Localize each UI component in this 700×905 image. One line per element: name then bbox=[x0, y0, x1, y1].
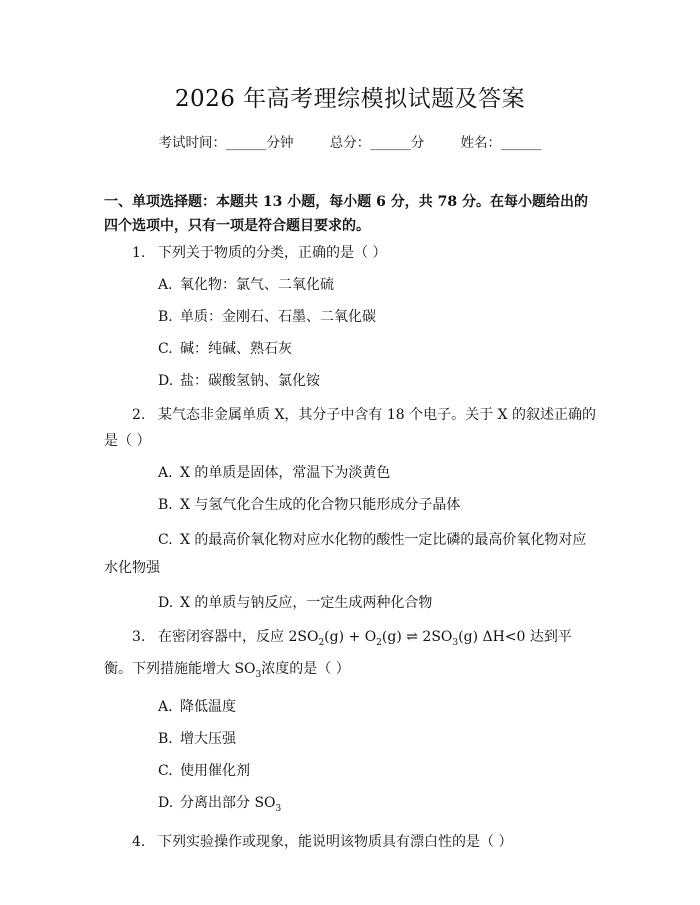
option-text: 使用催化剂 bbox=[180, 762, 250, 779]
option-text: 增大压强 bbox=[180, 730, 236, 747]
question-list bbox=[104, 240, 596, 863]
option-letter: B. bbox=[158, 497, 173, 513]
question-text: 某气态非金属单质 X，其分子中含有 18 个电子。关于 X 的叙述正确的是（ ） bbox=[104, 407, 596, 449]
question-text-part: (g) ⇌ 2SO bbox=[381, 629, 453, 645]
option-letter: B. bbox=[158, 730, 173, 747]
option-letter: D. bbox=[158, 373, 174, 389]
option-text: X 的单质是固体，常温下为淡黄色 bbox=[180, 465, 391, 481]
option-1c bbox=[104, 338, 596, 360]
subscript: 3 bbox=[255, 669, 262, 680]
question-text-part: 浓度的是（ ） bbox=[261, 660, 350, 677]
option-text: X 与氢气化合生成的化合物只能形成分子晶体 bbox=[180, 497, 461, 513]
option-text: 降低温度 bbox=[180, 698, 236, 715]
option-3a bbox=[104, 696, 596, 718]
option-letter: D. bbox=[158, 595, 174, 611]
subscript: 2 bbox=[376, 637, 382, 648]
option-text: X 的单质与钠反应，一定生成两种化合物 bbox=[180, 595, 433, 611]
exam-time: 考试时间：______分钟 bbox=[158, 135, 294, 151]
option-letter: D. bbox=[158, 794, 174, 811]
question-number: 2. bbox=[132, 407, 146, 423]
question-text: 下列实验操作或现象，能说明该物质具有漂白性的是（ ） bbox=[158, 834, 513, 851]
question-text-part: (g) ΔH<0 达到平衡。下列措施能增大 SO bbox=[104, 629, 572, 677]
option-1b bbox=[104, 306, 596, 328]
question-number: 1. bbox=[132, 245, 146, 261]
page-title: 2026 年高考理综模拟试题及答案 bbox=[174, 86, 526, 112]
option-text: 碱：纯碱、熟石灰 bbox=[180, 341, 292, 357]
option-letter: A. bbox=[158, 698, 173, 715]
question-text-part: 在密闭容器中，反应 2SO bbox=[158, 629, 319, 645]
student-name: 姓名：______ bbox=[460, 135, 542, 151]
option-letter: C. bbox=[158, 532, 173, 548]
option-text: 氧化物：氯气、二氧化硫 bbox=[180, 277, 334, 293]
option-1a bbox=[104, 274, 596, 296]
option-1d bbox=[104, 370, 596, 392]
option-letter: C. bbox=[158, 762, 173, 779]
question-2 bbox=[104, 402, 596, 454]
option-2c bbox=[104, 526, 596, 582]
option-2d bbox=[104, 592, 596, 614]
option-3b bbox=[104, 728, 596, 750]
option-text: X 的最高价氧化物对应水化物的酸性一定比磷的最高价氧化物对应水化物强 bbox=[104, 532, 587, 576]
question-1 bbox=[104, 240, 596, 266]
option-text: 分离出部分 SO bbox=[180, 794, 276, 811]
option-2b bbox=[104, 494, 596, 516]
subscript: 3 bbox=[275, 803, 282, 814]
question-3 bbox=[104, 624, 596, 688]
option-letter: A. bbox=[158, 277, 173, 293]
subscript: 2 bbox=[318, 637, 325, 648]
exam-score: 总分：______分 bbox=[329, 135, 425, 151]
option-text: 单质：金刚石、石墨、二氧化碳 bbox=[180, 309, 376, 325]
option-letter: C. bbox=[158, 341, 173, 357]
question-text: 下列关于物质的分类，正确的是（ ） bbox=[158, 245, 387, 261]
exam-info bbox=[0, 131, 700, 151]
option-text: 盐：碳酸氢钠、氯化铵 bbox=[180, 373, 320, 389]
option-3d bbox=[104, 792, 596, 820]
option-3c bbox=[104, 760, 596, 782]
question-4 bbox=[104, 829, 596, 855]
option-2a bbox=[104, 462, 596, 484]
section-heading: 一、单项选择题：本题共 13 小题，每小题 6 分，共 78 分。在每小题给出的四个选项中，只有一项是符合题目要求的。 bbox=[104, 194, 588, 234]
question-number: 4. bbox=[132, 834, 146, 851]
option-letter: B. bbox=[158, 309, 173, 325]
question-text-part: (g) + O bbox=[324, 629, 377, 645]
question-number: 3. bbox=[132, 629, 146, 645]
option-letter: A. bbox=[158, 465, 173, 481]
subscript: 3 bbox=[452, 637, 459, 648]
